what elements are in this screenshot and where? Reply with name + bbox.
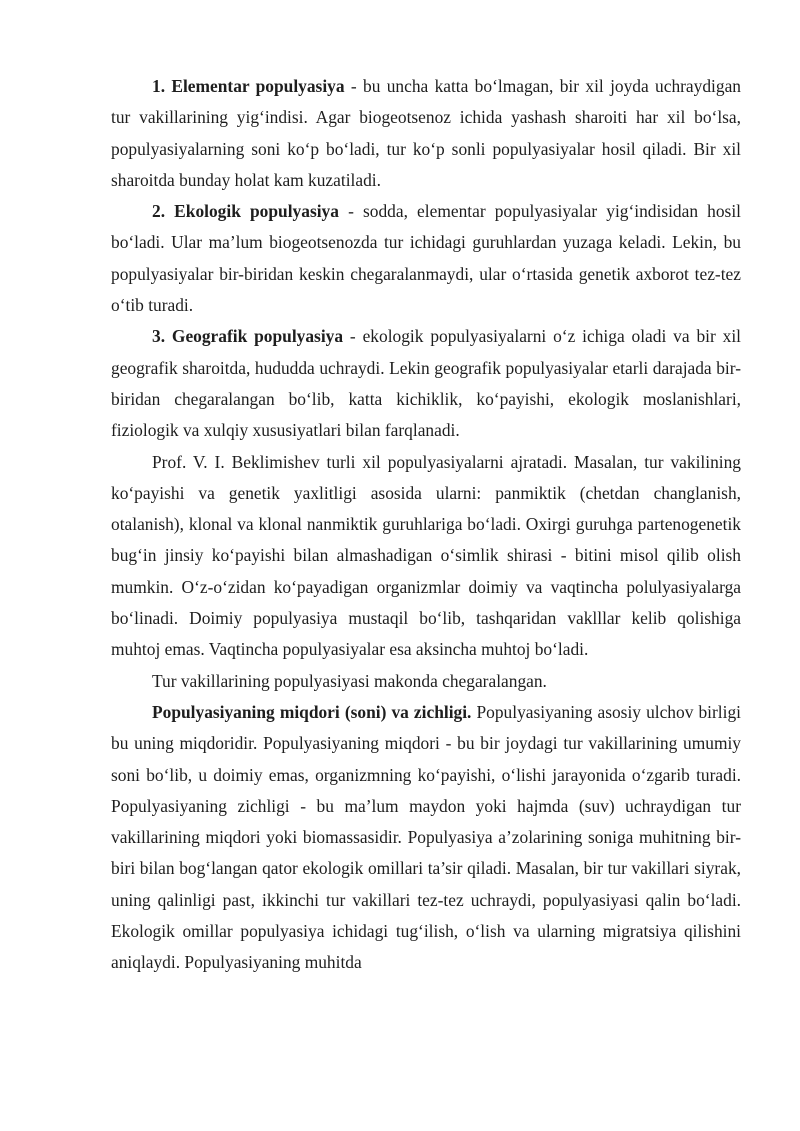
document-page: [111, 71, 741, 979]
term-elementar-populyasiya: 1. Elementar populyasiya: [152, 76, 345, 96]
paragraph-elementar-populyasiya: [111, 71, 741, 196]
paragraph-beklimishev: [111, 447, 741, 666]
paragraph-makon: [111, 666, 741, 697]
term-miqdori-zichligi: Populyasiyaning miqdori (soni) va zichligi.: [152, 701, 472, 722]
paragraph-geografik-populyasiya: [111, 321, 741, 446]
paragraph-text: Prof. V. I. Beklimishev turli xil populyasiyalarni ajratadi. Masalan, tur vakilining ko‘payishi va genetik yaxlitligi asosida ularni: panmiktik (chetdan changlanish, otalanish), klonal va klonal nanmiktik guruhlariga bo‘ladi. Oxirgi guruhga partenogenetik bug‘in jinsiy ko‘payishi bilan almashadigan o‘simlik shirasi - bitini misol qilib olish mumkin. O‘z-o‘zidan ko‘payadigan organizmlar doimiy va vaqtincha polulyasiyalarga bo‘linadi. Doimiy populyasiya mustaqil bo‘lib, tashqaridan vaklllar kelib qolishiga muhtoj emas. Vaqtincha populyasiyalar esa aksincha muhtoj bo‘ladi.: [111, 451, 741, 660]
paragraph-text: - sodda, elementar populyasiyalar yig‘indisidan hosil bo‘ladi. Ular ma’lum biogeotsenozda tur ichidagi guruhlardan yuzaga keladi. Lekin, bu populyasiyalar bir-biridan keskin chegaralanmaydi, ular o‘rtasida genetik axborot tez-tez o‘tib turadi.: [111, 201, 741, 316]
paragraph-ekologik-populyasiya: [111, 196, 741, 321]
paragraph-text: Tur vakillarining populyasiyasi makonda chegaralangan.: [152, 670, 547, 691]
term-geografik-populyasiya: 3. Geografik populyasiya: [152, 326, 344, 347]
paragraph-text: Populyasiyaning asosiy ulchov birligi bu uning miqdoridir. Populyasiyaning miqdori - bu bir joydagi tur vakillarining umumiy soni bo‘lib, u doimiy emas, organizmning ko‘payishi, o‘lishi jarayonida o‘zgarib turadi. Populyasiyaning zichligi - bu ma’lum maydon yoki hajmda (suv) uchraydigan tur vakillarining miqdori yoki biomassasidir. Populyasiya a’zolarining soniga muhitning bir-biri bilan bog‘langan qator ekologik omillari ta’sir qiladi. Masalan, bir tur vakillari siyrak, uning qalinligi past, ikkinchi tur vakillari tez-tez uchraydi, populyasiyasi qalin bo‘ladi. Ekologik omillar populyasiya ichidagi tug‘ilish, o‘lish va ularning migratsiya qilishini aniqlaydi. Populyasiyaning muhitda: [111, 701, 741, 973]
paragraph-miqdori-zichligi: [111, 697, 741, 979]
term-ekologik-populyasiya: 2. Ekologik populyasiya: [152, 201, 339, 222]
paragraph-text: - bu uncha katta bo‘lmagan, bir xil joyda uchraydigan tur vakillarining yig‘indisi. Agar biogeotsenoz ichida yashash sharoiti har xil bo‘lsa, populyasiyalarning soni ko‘p bo‘ladi, tur ko‘p sonli populyasiyalar hosil qiladi. Bir xil sharoitda bunday holat kam kuzatiladi.: [111, 76, 741, 190]
paragraph-text: - ekologik populyasiyalarni o‘z ichiga oladi va bir xil geografik sharoitda, hududda uchraydi. Lekin geografik populyasiyalar etarli darajada bir-biridan chegaralangan bo‘lib, katta kichiklik, ko‘payishi, ekologik moslanishlari, fiziologik va xulqiy xususiyatlari bilan farqlanadi.: [111, 326, 742, 441]
